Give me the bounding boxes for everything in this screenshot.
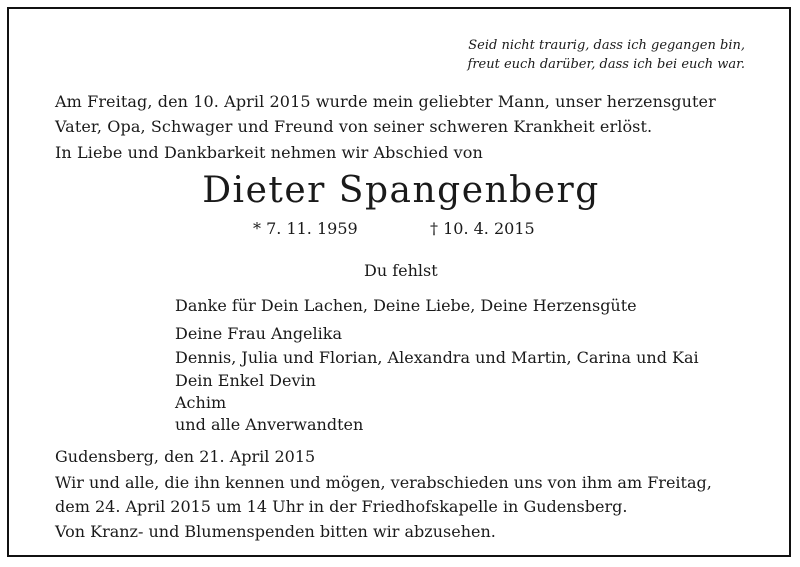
place-date: Gudensberg, den 21. April 2015	[55, 447, 316, 466]
motto-line-2: freut euch darüber, dass ich bei euch war.	[467, 57, 745, 72]
signer-line: Achim	[175, 393, 227, 412]
funeral-info-line-1: Wir und alle, die ihn kennen und mögen, verabschieden uns von ihm am Freitag,	[55, 473, 712, 492]
thanks-line: Danke für Dein Lachen, Deine Liebe, Deine Herzensgüte	[175, 296, 637, 315]
signer-line: Deine Frau Angelika	[175, 324, 342, 343]
intro-line-1: Am Freitag, den 10. April 2015 wurde mein geliebter Mann, unser herzensguter	[55, 92, 716, 111]
deceased-name: Dieter Spangenberg	[202, 170, 600, 211]
obituary-card	[7, 7, 791, 557]
death-date: † 10. 4. 2015	[430, 219, 535, 238]
subtitle: Du fehlst	[364, 261, 438, 280]
intro-line-3: In Liebe und Dankbarkeit nehmen wir Abschied von	[55, 143, 483, 162]
signer-line: und alle Anverwandten	[175, 415, 364, 434]
signer-line: Dennis, Julia und Florian, Alexandra und Martin, Carina und Kai	[175, 348, 699, 367]
intro-line-2: Vater, Opa, Schwager und Freund von seiner schweren Krankheit erlöst.	[55, 117, 653, 136]
signer-line: Dein Enkel Devin	[175, 371, 316, 390]
funeral-info-line-3: Von Kranz- und Blumenspenden bitten wir abzusehen.	[55, 522, 496, 541]
birth-date: * 7. 11. 1959	[253, 219, 358, 238]
funeral-info-line-2: dem 24. April 2015 um 14 Uhr in der Friedhofskapelle in Gudensberg.	[55, 497, 628, 516]
motto-line-1: Seid nicht traurig, dass ich gegangen bin,	[468, 38, 745, 53]
